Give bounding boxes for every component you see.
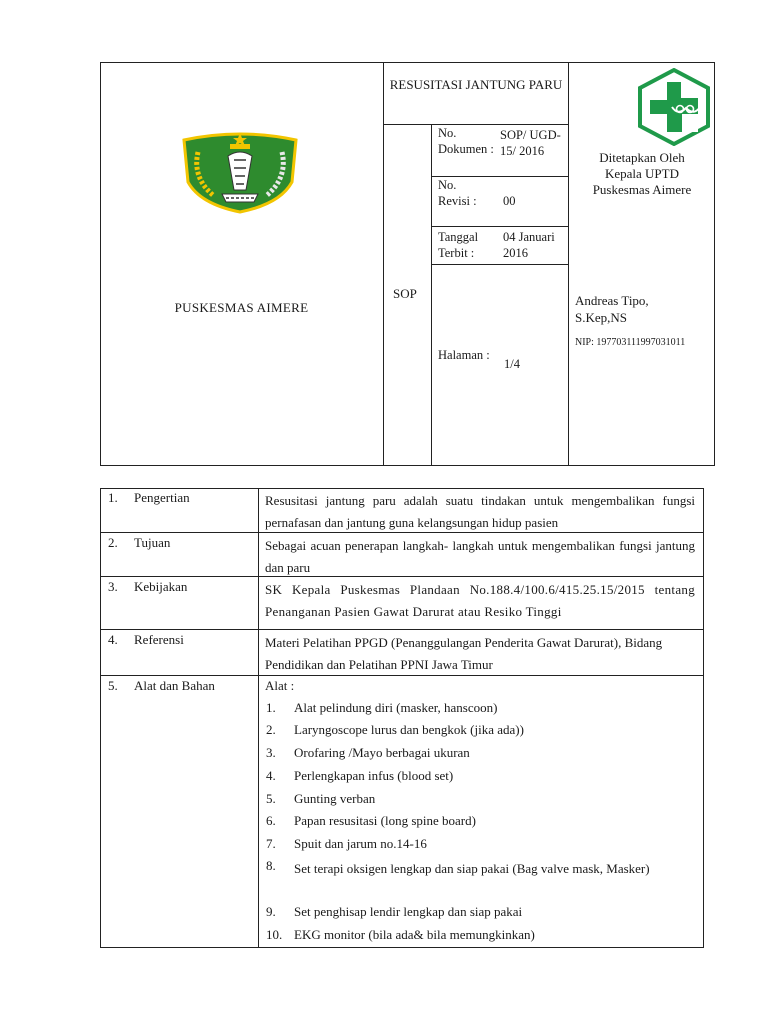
institution-name: PUSKESMAS AIMERE — [174, 300, 309, 315]
section-label-referensi: Referensi — [134, 632, 184, 647]
no-dokumen-label: No. Dokumen : — [438, 126, 494, 157]
section-num-3: 3. — [108, 579, 118, 594]
section-text-pengertian: Resusitasi jantung paru adalah suatu tindakan untuk mengembalikan fungsi pernafasan dan jantung guna kelangsungan hidup pasien — [265, 493, 695, 530]
list-item-text: Set penghisap lendir lengkap dan siap pakai — [294, 904, 523, 919]
no-dokumen-value: SOP/ UGD-15/ 2016 — [500, 128, 561, 159]
list-item-number: 4. — [266, 768, 276, 783]
list-item-number: 6. — [266, 813, 276, 828]
tanggal-terbit-value: 04 Januari 2016 — [503, 230, 555, 261]
no-revisi-label: No. Revisi : — [438, 178, 477, 209]
puskesmas-cross-logo — [636, 68, 712, 146]
section-label-kebijakan: Kebijakan — [134, 579, 188, 594]
list-item-text: Gunting verban — [294, 791, 376, 806]
list-item-number: 10. — [266, 927, 283, 942]
approval-line-3: Puskesmas Aimere — [592, 182, 692, 197]
list-item-text: Orofaring /Mayo berbagai ukuran — [294, 745, 470, 760]
approver-name: Andreas Tipo, S.Kep,NS — [575, 293, 649, 325]
list-item-text: EKG monitor (bila ada& bila memungkinkan) — [294, 927, 535, 942]
approver-nip: NIP: 197703111997031011 — [575, 337, 686, 348]
list-item-text: Alat pelindung diri (masker, hanscoon) — [294, 700, 498, 715]
document-title: RESUSITASI JANTUNG PARU — [389, 77, 563, 92]
halaman-label: Halaman : — [438, 348, 490, 362]
list-item-text: Laryngoscope lurus dan bengkok (jika ada)) — [294, 722, 524, 737]
list-item-number: 5. — [266, 791, 276, 806]
list-item-text: Perlengkapan infus (blood set) — [294, 768, 454, 783]
list-item-text: Papan resusitasi (long spine board) — [294, 813, 476, 828]
list-item-text: Spuit dan jarum no.14-16 — [294, 836, 427, 851]
section-label-pengertian: Pengertian — [134, 490, 190, 505]
section-num-4: 4. — [108, 632, 118, 647]
alat-intro: Alat : — [265, 678, 295, 693]
section-text-referensi: Materi Pelatihan PPGD (Penanggulangan Penderita Gawat Darurat), Bidang Pendidikan dan Pelatihan PPNI Jawa Timur — [265, 635, 663, 672]
list-item-number: 7. — [266, 836, 276, 851]
section-num-2: 2. — [108, 535, 118, 550]
list-item-number: 2. — [266, 722, 276, 737]
section-text-tujuan: Sebagai acuan penerapan langkah- langkah untuk mengembalikan fungsi jantung dan paru — [265, 538, 695, 575]
approval-line-2: Kepala UPTD — [604, 166, 679, 181]
list-item-number: 9. — [266, 904, 276, 919]
halaman-value: 1/4 — [504, 357, 520, 371]
regional-emblem-logo — [180, 130, 300, 214]
list-item-number: 1. — [266, 700, 276, 715]
tanggal-terbit-label: Tanggal Terbit : — [438, 230, 479, 261]
list-item-text: Set terapi oksigen lengkap dan siap pakai (Bag valve mask, Masker) — [294, 861, 650, 876]
section-num-5: 5. — [108, 678, 118, 693]
list-item-number: 8. — [266, 858, 276, 873]
section-text-kebijakan: SK Kepala Puskesmas Plandaan No.188.4/100.6/415.25.15/2015 tentang Penanganan Pasien Gawat Darurat atau Resiko Tinggi — [265, 582, 695, 619]
approval-line-1: Ditetapkan Oleh — [599, 150, 685, 165]
section-label-tujuan: Tujuan — [134, 535, 171, 550]
no-revisi-value: 00 — [503, 194, 516, 208]
section-num-1: 1. — [108, 490, 118, 505]
section-label-alat-dan-bahan: Alat dan Bahan — [134, 678, 215, 693]
list-item-number: 3. — [266, 745, 276, 760]
doc-type-label: SOP — [393, 286, 417, 301]
